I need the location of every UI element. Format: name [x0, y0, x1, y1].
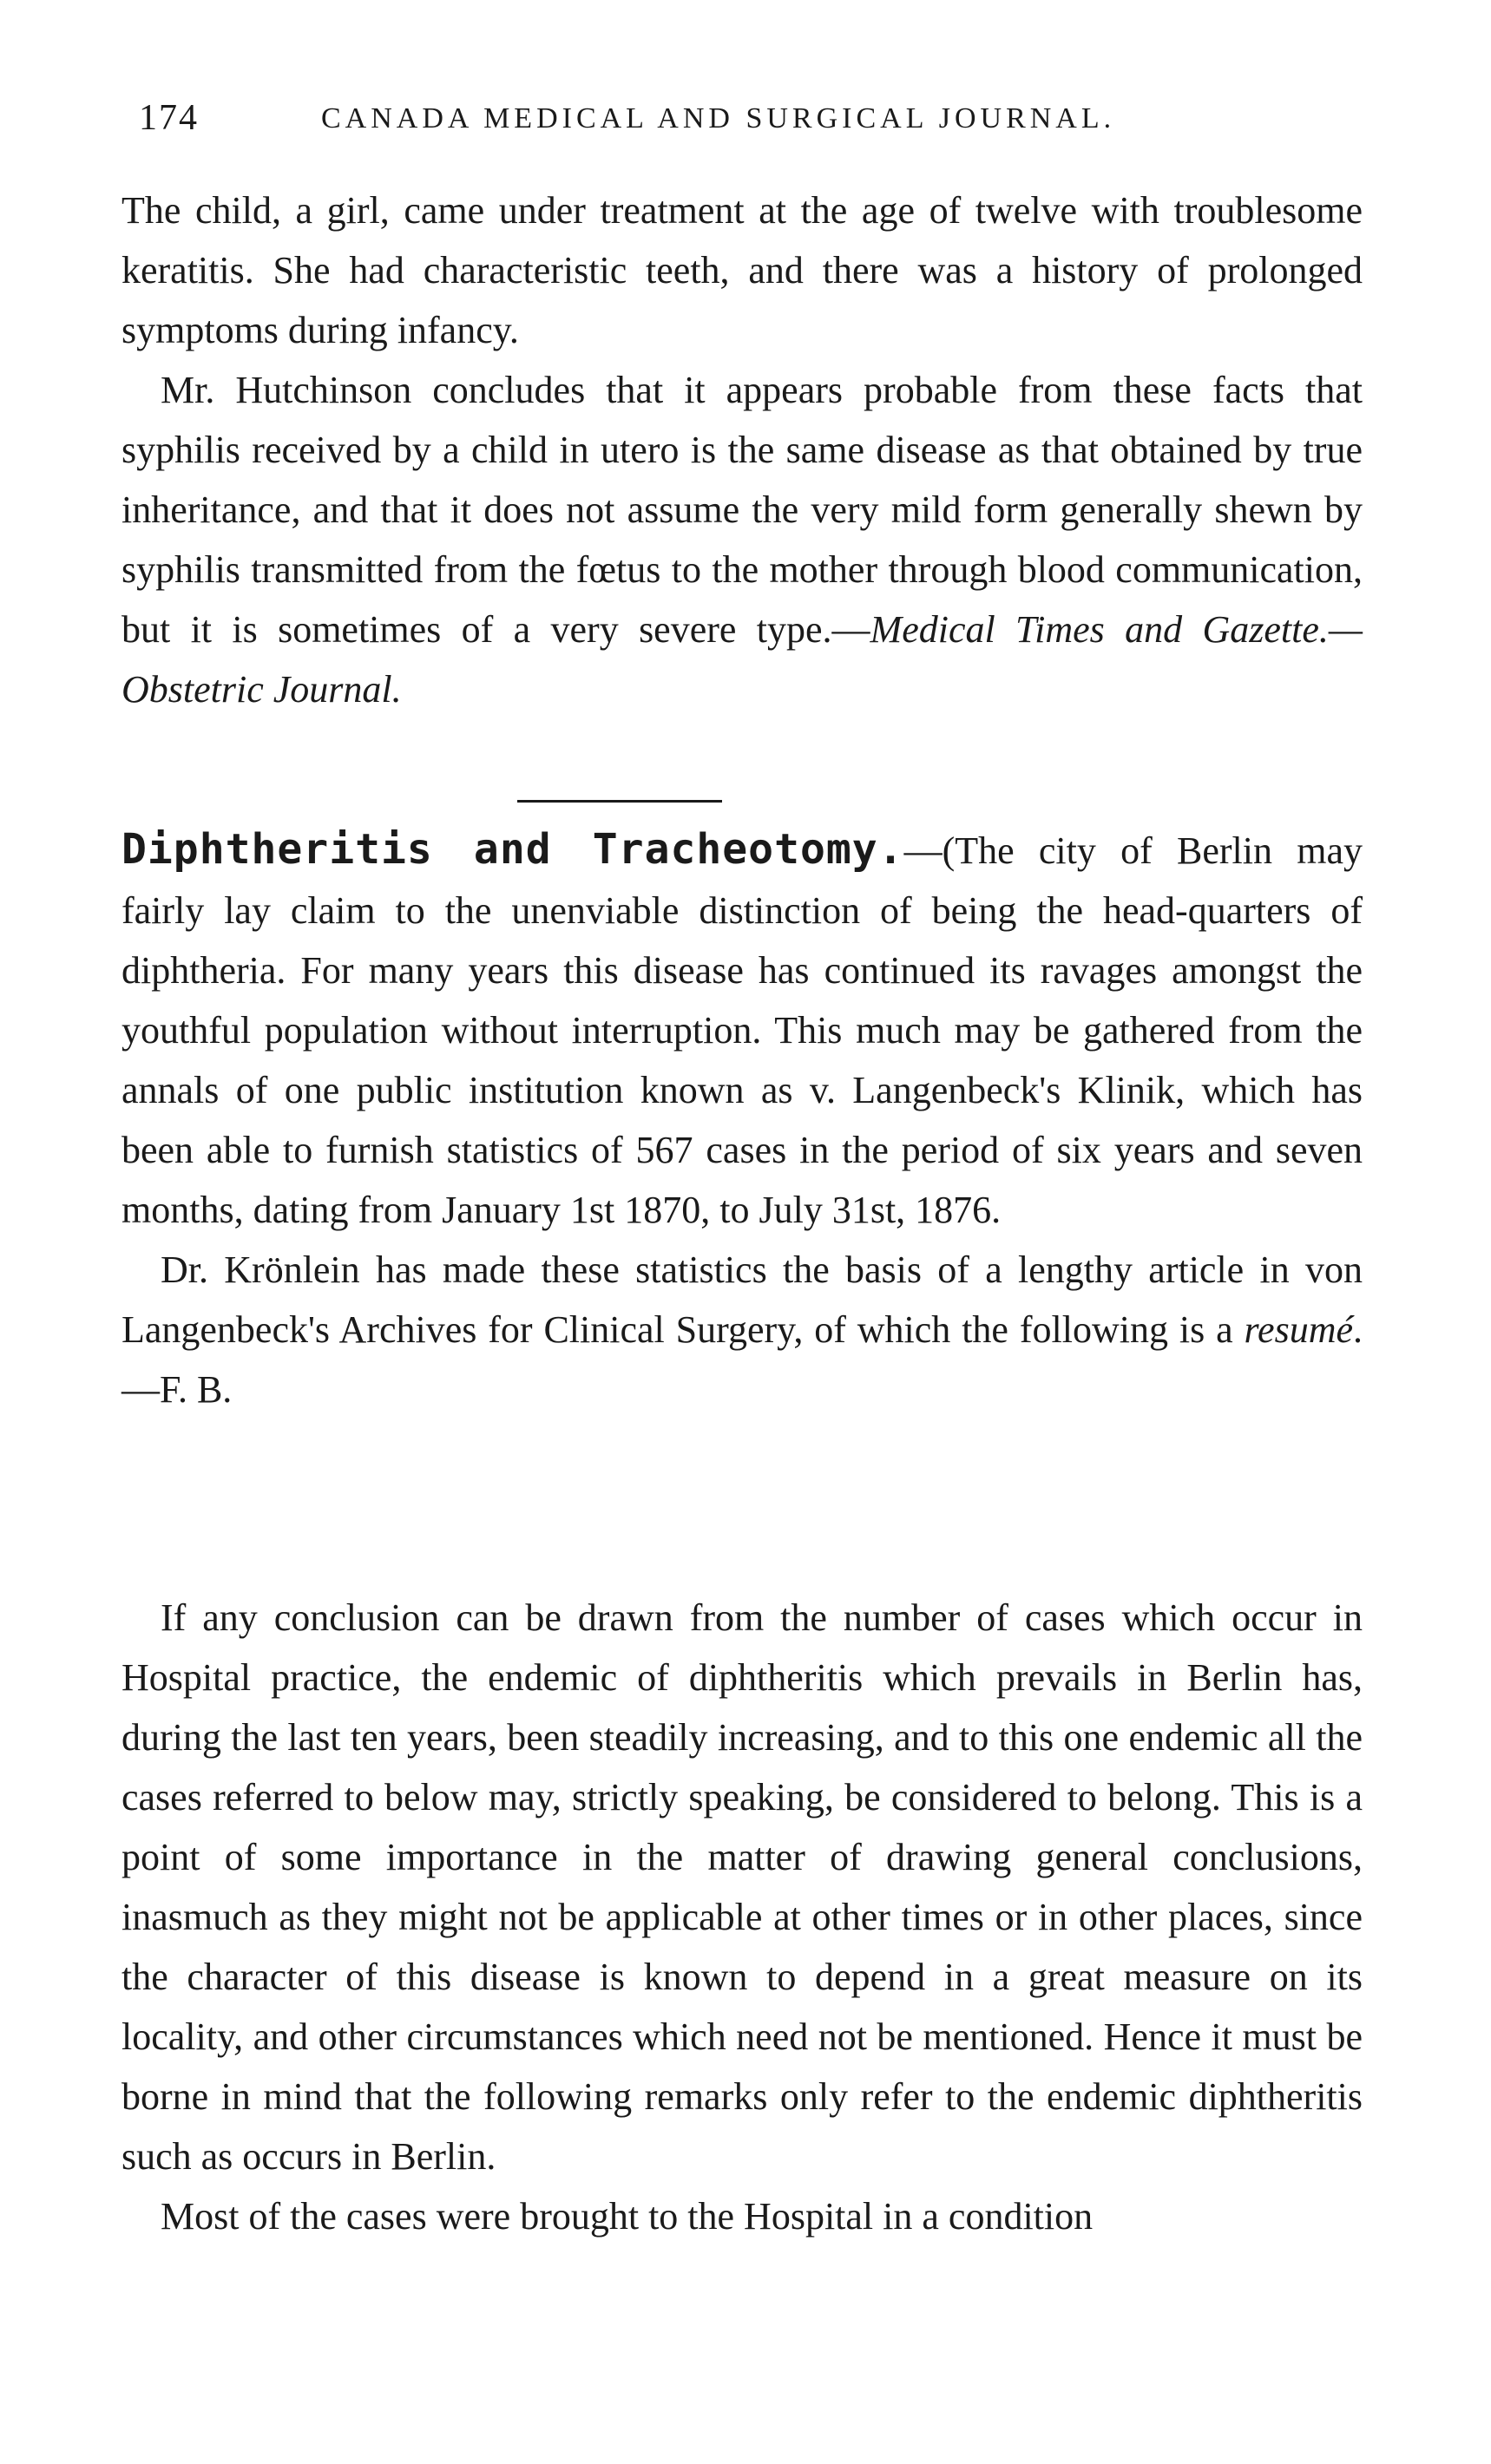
- conclusion-text: Mr. Hutchinson concludes that it appears probable from these facts that syphilis received by a child in utero is the same disease as that obtained by true inheritance, and that it does not assume the very mild form generally shewn by syphilis transmitted from the fœtus to the mother through blood communication, but it is sometimes of a very severe type.—: [122, 369, 1363, 651]
- journal-title: CANADA MEDICAL AND SURGICAL JOURNAL.: [321, 102, 1116, 134]
- section-divider: [517, 800, 722, 803]
- running-head: [130, 97, 1371, 149]
- previous-article-end: [122, 180, 1363, 719]
- page-number: 174: [139, 98, 199, 138]
- diphtheritis-article-intro: [122, 820, 1363, 1419]
- section-heading: Diphtheritis and Tracheotomy.: [122, 825, 904, 874]
- paragraph-hutchinson-conclusion: [122, 360, 1363, 719]
- kronlein-text: Dr. Krönlein has made these statistics the basis of a lengthy article in von Langenbeck's Archives for Clinical Surgery, of which the following is a: [122, 1248, 1363, 1351]
- diphtheritis-article-body: [122, 1588, 1363, 2246]
- paragraph-endemic: If any conclusion can be drawn from the number of cases which occur in Hospital practice, the endemic of diphtheritis which prevails in Berlin has, during the last ten years, been steadily increasing, and to this one endemic all the cases referred to below may, strictly speaking, be considered to belong. This is a point of some importance in the matter of drawing general conclusions, inasmuch as they might not be applicable at other times or in other places, since the character of this disease is known to depend in a great measure on its locality, and other circumstances which need not be mentioned. Hence it must be borne in mind that the following remarks only refer to the endemic diphtheritis such as occurs in Berlin.: [122, 1596, 1363, 2178]
- kronlein-signature: .—F. B.: [122, 1308, 1363, 1411]
- intro-text: —(The city of Berlin may fairly lay claim to the unenviable distinction of being the head-quarters of diphtheria. For many years this disease has continued its ravages amongst the youthful population without interruption. This much may be gathered from the annals of one public institution known as v. Langenbeck's Klinik, which has been able to furnish statistics of 567 cases in the period of six years and seven months, dating from January 1st 1870, to July 31st, 1876.: [122, 829, 1363, 1231]
- paragraph-cases-condition: Most of the cases were brought to the Hospital in a condition: [161, 2195, 1094, 2238]
- resume-word: resumé: [1244, 1308, 1353, 1351]
- paragraph-child-case: The child, a girl, came under treatment at the age of twelve with troublesome keratitis. She had characteristic teeth, and there was a history of prolonged symptoms during infancy.: [122, 189, 1363, 351]
- paragraph-kronlein: [122, 1240, 1363, 1419]
- paragraph-berlin-intro: [122, 820, 1363, 1240]
- citation: Medical Times and Gazette.—Obstetric Journal.: [122, 608, 1363, 711]
